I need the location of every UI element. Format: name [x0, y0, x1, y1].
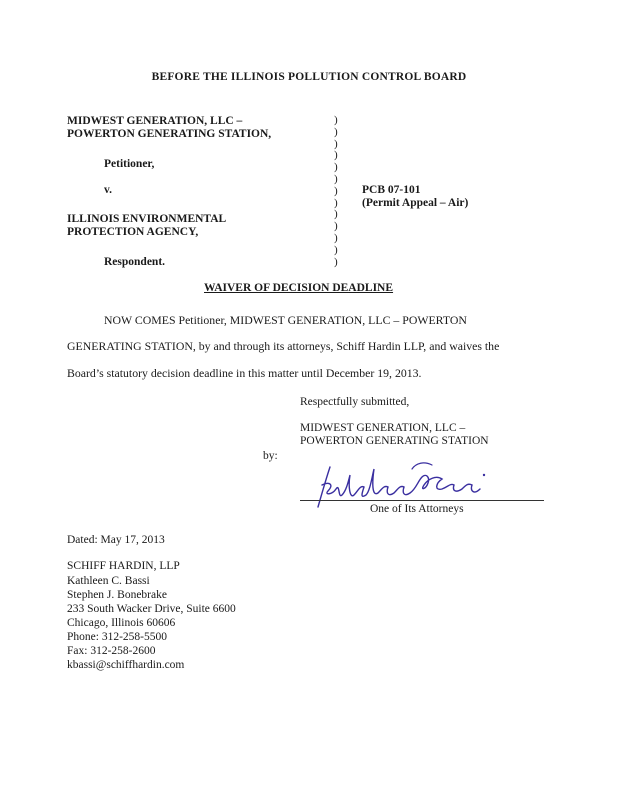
body-line-2: GENERATING STATION, by and through its attorneys, Schiff Hardin LLP, and waives the [67, 339, 500, 353]
paren: ) [334, 184, 338, 197]
case-number: PCB 07-101 [362, 184, 421, 196]
attorney-1: Kathleen C. Bassi [67, 575, 150, 587]
caption-divider [334, 115, 338, 268]
versus: v. [104, 184, 112, 196]
by-label: by: [263, 450, 278, 462]
paren: ) [334, 220, 338, 233]
email-link[interactable]: kbassi@schiffhardin.com [67, 659, 185, 671]
petitioner-name-line2: POWERTON GENERATING STATION, [67, 128, 272, 140]
paren: ) [334, 137, 338, 150]
respondent-name-line2: PROTECTION AGENCY, [67, 226, 199, 238]
address-line-1: 233 South Wacker Drive, Suite 6600 [67, 603, 236, 615]
body-line-1: NOW COMES Petitioner, MIDWEST GENERATION, LLC – POWERTON [104, 313, 467, 327]
signer-title: One of Its Attorneys [370, 503, 464, 515]
paren: ) [334, 196, 338, 209]
paren: ) [334, 114, 338, 126]
address-line-2: Chicago, Illinois 60606 [67, 617, 176, 629]
paren: ) [334, 208, 338, 221]
paren: ) [334, 255, 338, 268]
body-line-3: Board’s statutory decision deadline in this matter until December 19, 2013. [67, 366, 422, 380]
closing: Respectfully submitted, [300, 396, 410, 408]
phone: Phone: 312-258-5500 [67, 631, 167, 643]
paren: ) [334, 149, 338, 162]
attorney-2: Stephen J. Bonebrake [67, 589, 167, 601]
paren: ) [334, 125, 338, 138]
respondent-name-line1: ILLINOIS ENVIRONMENTAL [67, 213, 227, 225]
date-line: Dated: May 17, 2013 [67, 534, 165, 546]
firm-name: SCHIFF HARDIN, LLP [67, 560, 180, 572]
party-line-1: MIDWEST GENERATION, LLC – [300, 422, 466, 434]
party-line-2: POWERTON GENERATING STATION [300, 435, 489, 447]
case-type: (Permit Appeal – Air) [362, 197, 469, 209]
court-heading: BEFORE THE ILLINOIS POLLUTION CONTROL BOARD [151, 71, 467, 83]
paren: ) [334, 243, 338, 256]
paren: ) [334, 231, 338, 244]
petitioner-role: Petitioner, [104, 158, 155, 170]
document-title: WAIVER OF DECISION DEADLINE [204, 282, 394, 294]
petitioner-name-line1: MIDWEST GENERATION, LLC – [67, 115, 243, 127]
respondent-role: Respondent. [104, 256, 166, 268]
signature-line [300, 500, 544, 501]
fax: Fax: 312-258-2600 [67, 645, 156, 657]
paren: ) [334, 161, 338, 174]
paren: ) [334, 172, 338, 185]
